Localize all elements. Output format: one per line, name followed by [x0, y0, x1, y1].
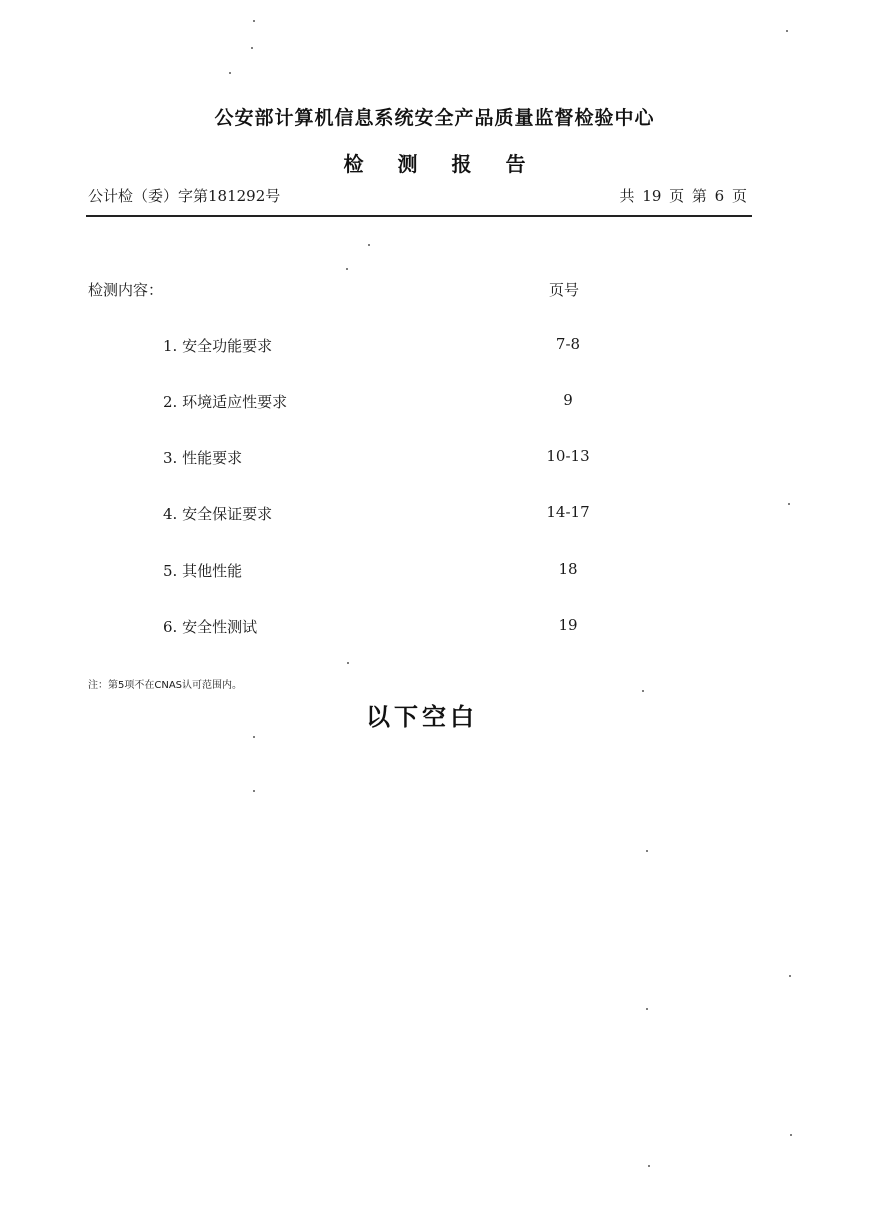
report-number: 公计检（委）字第181292号	[88, 187, 281, 205]
scan-speck	[368, 244, 370, 246]
footnote: 注：第5项不在CNAS认可范围内。	[88, 680, 243, 691]
report-header-row	[88, 185, 751, 207]
scan-speck	[253, 736, 255, 738]
scan-speck	[251, 47, 253, 49]
scan-speck	[790, 1134, 792, 1136]
scan-speck	[648, 1165, 650, 1167]
toc-item-pages: 18	[558, 560, 578, 578]
scan-speck	[646, 850, 648, 852]
toc-item-label: 1. 安全功能要求	[163, 337, 273, 355]
toc-item-pages: 10-13	[546, 447, 590, 465]
scan-speck	[642, 690, 644, 692]
report-title-char: 检	[343, 152, 364, 176]
toc-item-pages: 9	[563, 391, 573, 409]
scan-speck	[646, 1008, 648, 1010]
toc-item-pages: 14-17	[546, 503, 590, 521]
scan-speck	[788, 503, 790, 505]
scan-speck	[253, 790, 255, 792]
header-divider	[86, 215, 752, 217]
report-title	[0, 148, 869, 177]
toc-item-label: 5. 其他性能	[163, 562, 243, 580]
scan-speck	[786, 30, 788, 32]
toc-item-label: 2. 环境适应性要求	[163, 393, 288, 411]
scan-speck	[253, 20, 255, 22]
toc-item-pages: 19	[558, 616, 578, 634]
scan-speck	[789, 975, 791, 977]
toc-item-pages: 7-8	[555, 335, 581, 353]
scan-speck	[347, 662, 349, 664]
organization-title: 公安部计算机信息系统安全产品质量监督检验中心	[214, 107, 655, 129]
report-title-char: 报	[451, 152, 472, 176]
contents-label: 检测内容：	[88, 281, 164, 299]
page-column-label: 页号	[549, 281, 580, 299]
toc-item-label: 4. 安全保证要求	[163, 505, 273, 523]
scan-speck	[229, 72, 231, 74]
report-title-char: 告	[505, 152, 526, 176]
scan-speck	[346, 268, 348, 270]
toc-item-label: 6. 安全性测试	[163, 618, 258, 636]
end-of-content-stamp: 以下空白	[366, 703, 478, 731]
toc-item-label: 3. 性能要求	[163, 449, 243, 467]
report-title-char: 测	[397, 152, 418, 176]
page-info: 共 19 页 第 6 页	[619, 187, 747, 205]
